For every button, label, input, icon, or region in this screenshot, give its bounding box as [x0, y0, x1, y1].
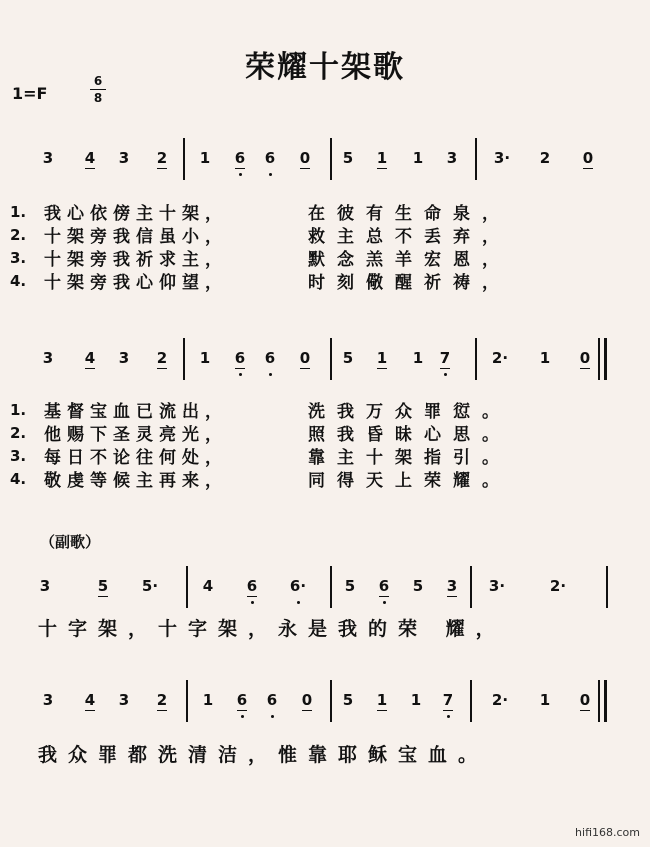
note: 1	[539, 349, 551, 367]
note: 3	[118, 691, 130, 709]
verse-lyrics-part1	[10, 200, 630, 292]
note: 1	[372, 150, 392, 166]
note: 6	[260, 350, 280, 366]
key-signature: 1=F	[12, 84, 48, 103]
note: 5	[342, 691, 354, 709]
lyric-line: 3. 每日不论往何处， 靠主十架指引。	[10, 446, 511, 468]
note: 2·	[491, 691, 509, 709]
note: 3	[42, 349, 54, 367]
note: 6	[374, 578, 394, 594]
note: 3	[446, 149, 458, 167]
note: 4	[202, 577, 214, 595]
note: 5	[342, 349, 354, 367]
note: 5	[412, 577, 424, 595]
note: 7	[435, 350, 455, 366]
note: 0	[297, 692, 317, 708]
note: 6	[262, 692, 282, 708]
lyric-line: 2. 十架旁我信虽小， 救主总不丢弃，	[10, 225, 511, 247]
note: 0	[295, 350, 315, 366]
lyric-line: 4. 十架旁我心仰望， 时刻儆醒祈祷，	[10, 271, 511, 293]
lyric-line: 4. 敬虔等候主再来， 同得天上荣耀。	[10, 469, 511, 491]
note: 6	[230, 150, 250, 166]
note: 3	[442, 578, 462, 594]
lyric-line: 1. 基督宝血已流出， 洗我万众罪愆。	[10, 400, 511, 422]
note: 2·	[549, 577, 567, 595]
note: 3	[39, 577, 51, 595]
note: 1	[199, 149, 211, 167]
note: 3	[118, 349, 130, 367]
note: 1	[202, 691, 214, 709]
staff-chorus-1	[0, 566, 650, 616]
note: 2	[152, 692, 172, 708]
verse-lyrics-part2	[10, 398, 630, 490]
note: 1	[372, 350, 392, 366]
note: 0	[575, 350, 595, 366]
note: 1	[412, 349, 424, 367]
note: 7	[438, 692, 458, 708]
lyric-line: 1. 我心依傍主十架， 在彼有生命泉，	[10, 202, 511, 224]
note: 3	[42, 149, 54, 167]
lyric-line: 3. 十架旁我祈求主， 默念羔羊宏恩，	[10, 248, 511, 270]
note: 2	[152, 150, 172, 166]
watermark: hifi168.com	[575, 826, 640, 839]
note: 1	[372, 692, 392, 708]
note: 2	[152, 350, 172, 366]
song-title: 荣耀十架歌	[245, 50, 405, 85]
note: 1	[410, 691, 422, 709]
chorus-label: （副歌）	[40, 533, 101, 551]
note: 6	[242, 578, 262, 594]
note: 6	[230, 350, 250, 366]
note: 5	[344, 577, 356, 595]
staff-verse-2	[0, 338, 650, 388]
note: 3·	[488, 577, 506, 595]
note: 3·	[493, 149, 511, 167]
note: 0	[575, 692, 595, 708]
staff-verse-1	[0, 138, 650, 188]
note: 5	[93, 578, 113, 594]
note: 1	[539, 691, 551, 709]
note: 3	[118, 149, 130, 167]
note: 2·	[491, 349, 509, 367]
note: 5	[342, 149, 354, 167]
chorus-lyric-line-2: 我众罪都洗清洁，惟靠耶稣宝血。	[38, 744, 489, 766]
note: 4	[80, 150, 100, 166]
time-signature-bottom: 8	[93, 91, 103, 105]
time-signature	[88, 74, 108, 105]
note: 6·	[289, 577, 307, 595]
note: 6	[232, 692, 252, 708]
note: 4	[80, 692, 100, 708]
note: 4	[80, 350, 100, 366]
note: 0	[578, 150, 598, 166]
note: 2	[539, 149, 551, 167]
note: 1	[412, 149, 424, 167]
note: 3	[42, 691, 54, 709]
staff-chorus-2	[0, 680, 650, 730]
note: 6	[260, 150, 280, 166]
lyric-line: 2. 他赐下圣灵亮光， 照我昏昧心思。	[10, 423, 511, 445]
note: 1	[199, 349, 211, 367]
note: 0	[295, 150, 315, 166]
time-signature-top: 6	[93, 74, 103, 88]
chorus-lyric-line-1: 十字架，十字架，永是我的荣 耀，	[38, 618, 506, 640]
note: 5·	[141, 577, 159, 595]
